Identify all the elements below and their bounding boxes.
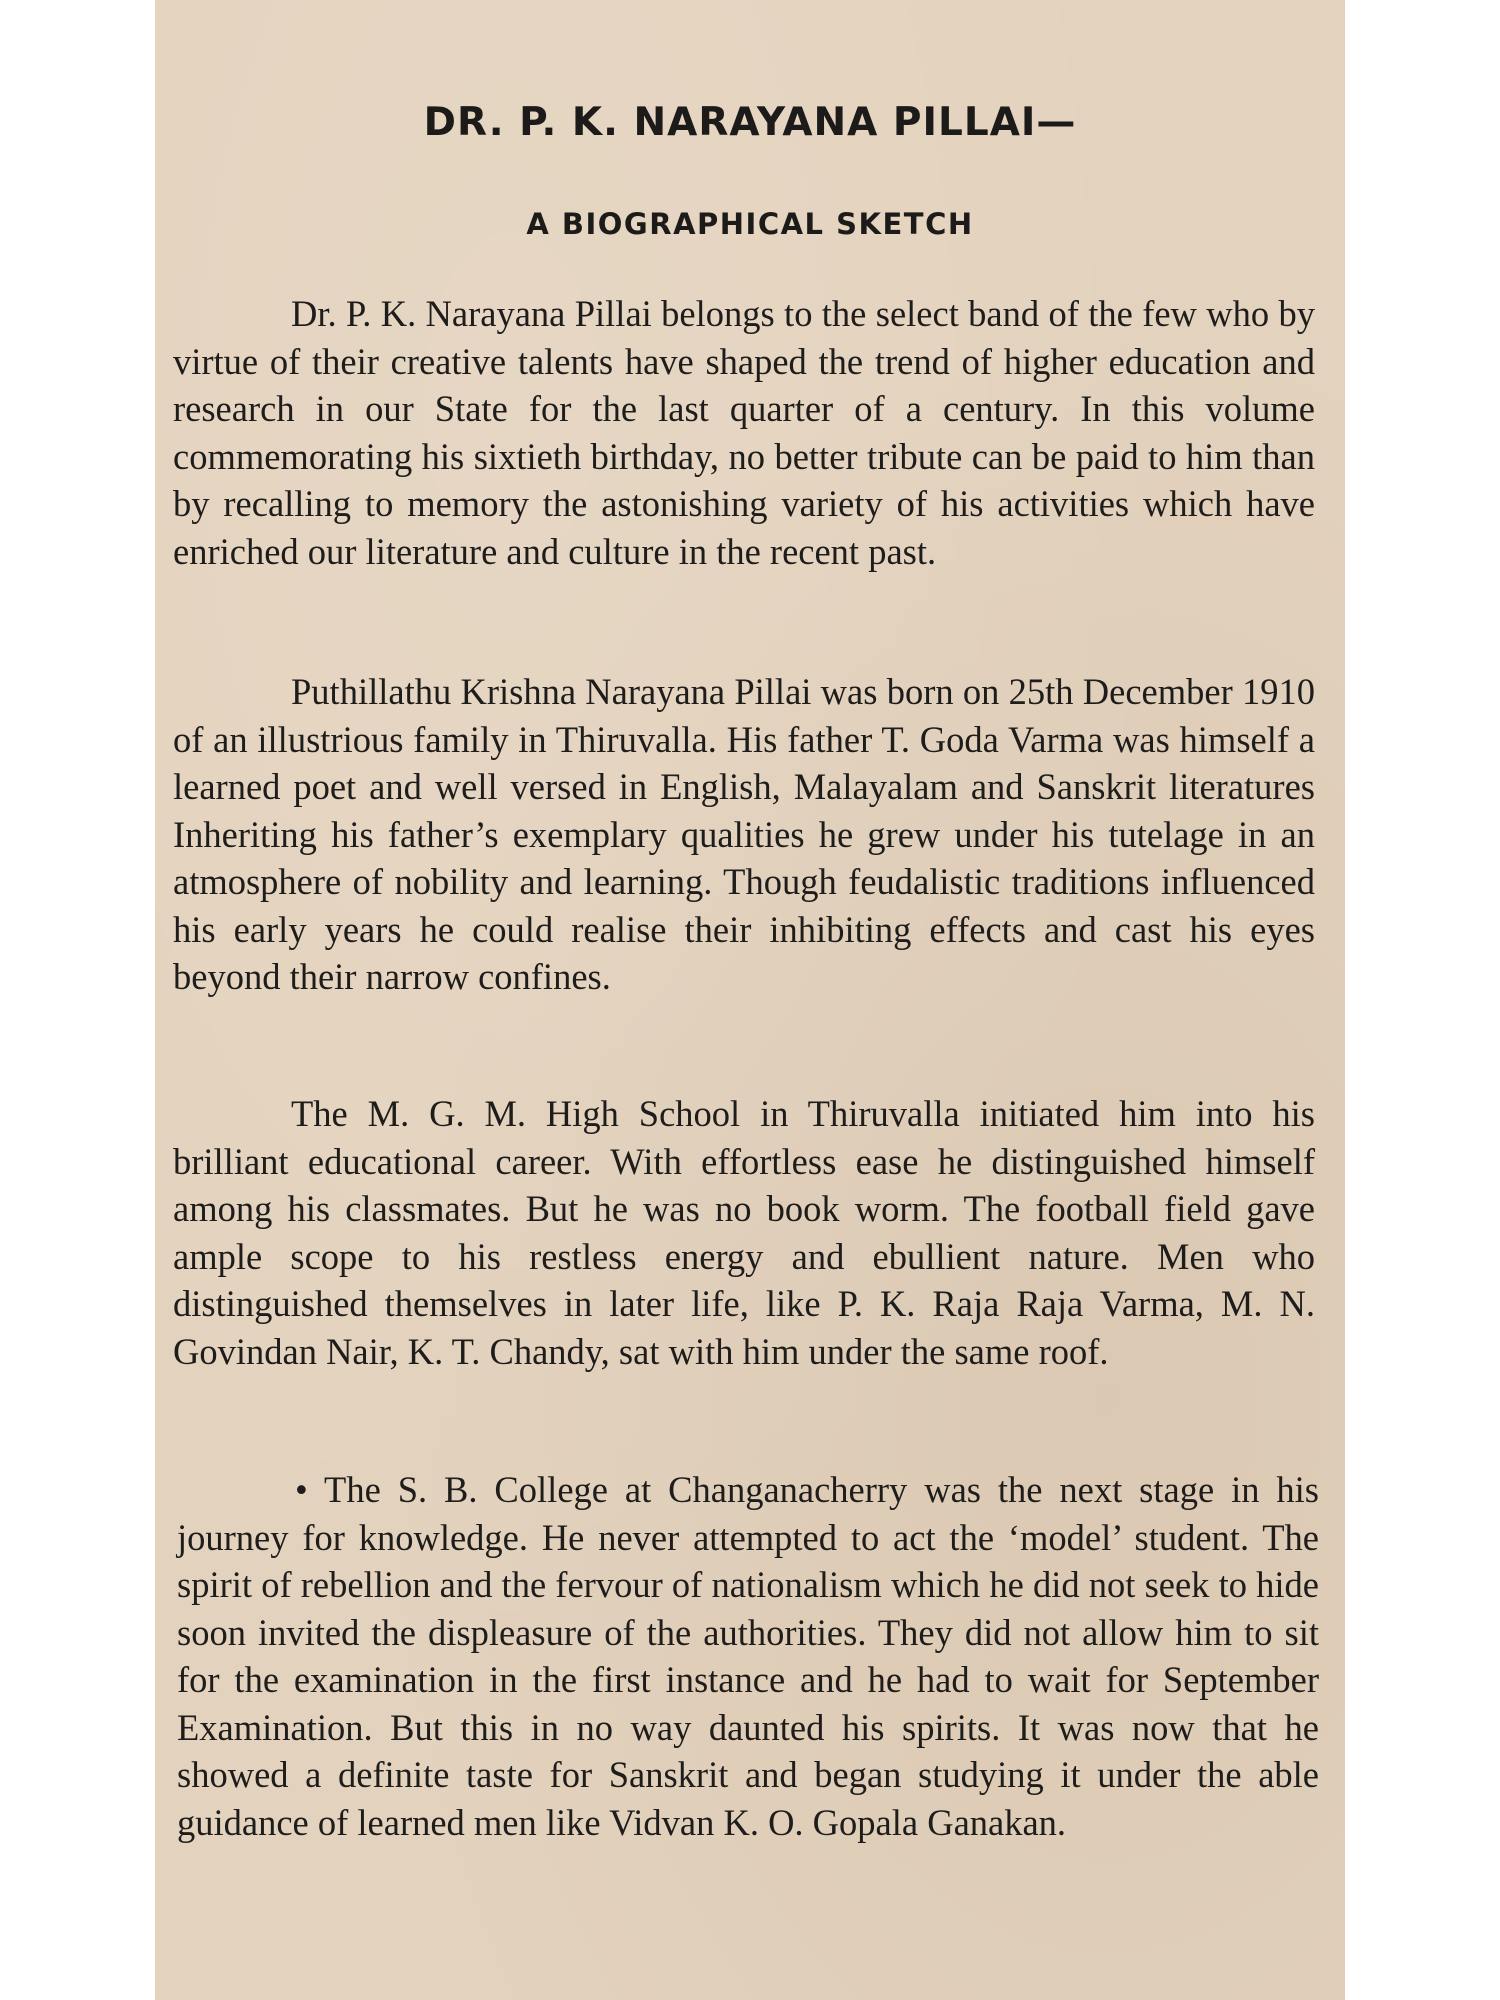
paragraph-2: Puthillathu Krishna Narayana Pillai was born on 25th December 1910 of an illustrious family in Thiruvalla. His father T. Goda Varma was himself a learned poet and well versed in English, Malayalam and Sanskrit literatures Inheriting his father’s exemplary qualities he grew under his tutelage in an atmosphere of nobility and learning. Though feudalistic traditions influenced his early years he could realise their inhibiting effects and cast his eyes beyond their narrow confines. bbox=[173, 671, 1315, 997]
book-page bbox=[155, 0, 1345, 2000]
page-subtitle: A BIOGRAPHICAL SKETCH bbox=[526, 207, 974, 241]
paragraph-4: • The S. B. College at Changanacherry was the next stage in his journey for knowledge. He never attempted to act the ‘model’ student. The spirit of rebellion and the fervour of nationalism which he did not seek to hide soon invited the displeasure of the authorities. They did not allow him to sit for the examination in the first instance and he had to wait for September Examination. But this in no way daunted his spirits. It was now that he showed a definite taste for Sanskrit and began studying it under the able guidance of learned men like Vidvan K. O. Gopala Ganakan. bbox=[177, 1469, 1319, 1843]
paragraph-3: The M. G. M. High School in Thiruvalla initiated him into his brilliant educational career. With effortless ease he distinguished himself among his classmates. But he was no book worm. The football field gave ample scope to his restless energy and ebullient nature. Men who distinguished themselves in later life, like P. K. Raja Raja Varma, M. N. Govindan Nair, K. T. Chandy, sat with him under the same roof. bbox=[173, 1093, 1315, 1372]
paragraph-1: Dr. P. K. Narayana Pillai belongs to the select band of the few who by virtue of their creative talents have shaped the trend of higher education and research in our State for the last quarter of a century. In this volume commemorating his sixtieth birthday, no better tribute can be paid to him than by recalling to memory the astonishing variety of his activities which have enriched our literature and culture in the recent past. bbox=[173, 293, 1315, 572]
page-title: DR. P. K. NARAYANA PILLAI— bbox=[423, 100, 1077, 145]
